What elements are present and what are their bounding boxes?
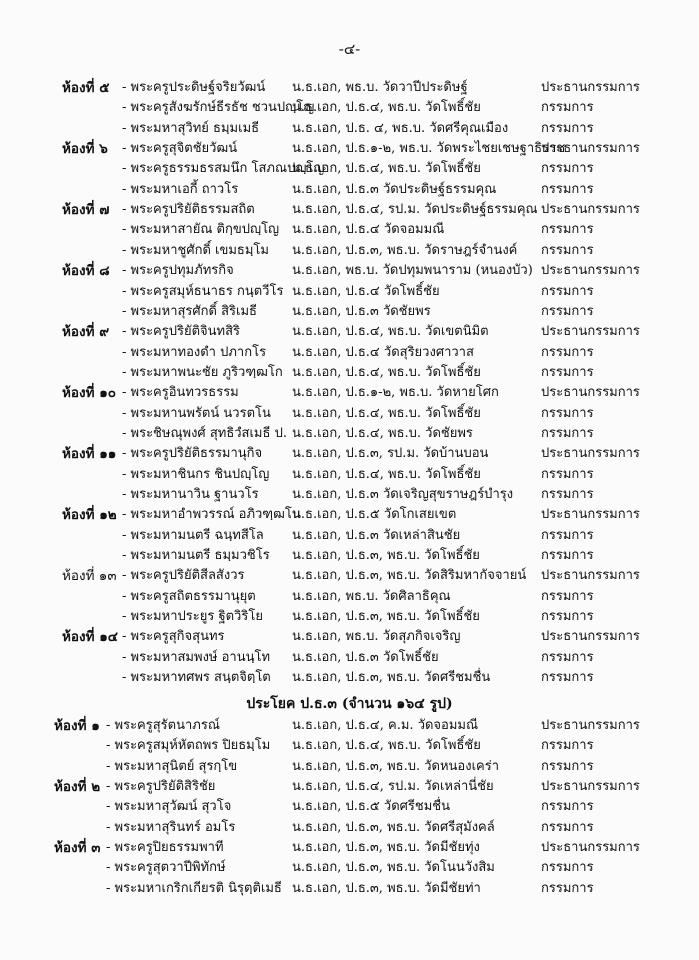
member-name: - พระครูประดิษฐ์จริยวัฒน์ bbox=[122, 80, 266, 95]
member-role: กรรมการ bbox=[541, 609, 594, 625]
member-role: ประธานกรรมการ bbox=[541, 568, 640, 584]
member-name: - พระครูอินทวรธรรม bbox=[122, 385, 239, 401]
section-heading: ประโยค ป.ธ.๓ (จำนวน ๑๖๔ รูป) bbox=[246, 696, 453, 712]
member-role: กรรมการ bbox=[541, 548, 594, 564]
member-name: - พระมหาสายัณ ติกฺขปญฺโญ bbox=[122, 222, 280, 238]
member-name: - พระมหาทศพร สนฺตจิตฺโต bbox=[122, 670, 271, 686]
member-name: - พระมหาเกริกเกียรติ นิรุตฺติเมธี bbox=[106, 880, 282, 896]
member-name: - พระมหาทองดำ ปภากโร bbox=[122, 344, 267, 360]
member-qualification-temple: น.ธ.เอก, ป.ธ.๓, พธ.บ. วัดโนนวังสิม bbox=[292, 860, 495, 876]
member-name: - พระมหาสุรินทร์ อมโร bbox=[106, 819, 236, 835]
member-role: กรรมการ bbox=[541, 344, 594, 360]
member-role: กรรมการ bbox=[541, 487, 594, 502]
room-label: ห้องที่ ๑๓ bbox=[62, 568, 117, 585]
room-label: ห้องที่ ๑๐ bbox=[62, 385, 117, 402]
member-role: กรรมการ bbox=[541, 588, 594, 604]
member-role: กรรมการ bbox=[541, 670, 594, 686]
member-qualification-temple: น.ธ.เอก, ป.ธ.๓ วัดเจริญสุขราษฎร์บำรุง bbox=[292, 487, 514, 502]
room-label: ห้องที่ ๖ bbox=[62, 141, 108, 158]
member-role: กรรมการ bbox=[541, 466, 594, 482]
member-name: - พระครูปริยัติธรรมานุกิจ bbox=[122, 446, 263, 462]
member-role: กรรมการ bbox=[541, 799, 594, 815]
member-qualification-temple: น.ธ.เอก, ป.ธ.๔, พธ.บ. วัดโพธิ์ชัย bbox=[292, 100, 481, 116]
member-qualification-temple: น.ธ.เอก, ป.ธ.๔, พธ.บ. วัดโพธิ์ชัย bbox=[292, 466, 481, 482]
member-qualification-temple: น.ธ.เอก, ป.ธ.๓, พธ.บ. วัดโพธิ์ชัย bbox=[292, 548, 480, 564]
member-role: ประธานกรรมการ bbox=[541, 629, 640, 645]
member-name: - พระครูสุกิจสุนทร bbox=[122, 629, 225, 645]
room-label: ห้องที่ ๒ bbox=[54, 779, 101, 796]
member-qualification-temple: น.ธ.เอก, ป.ธ.๓, รป.ม. วัดบ้านบอน bbox=[292, 446, 489, 462]
member-role: กรรมการ bbox=[541, 649, 594, 665]
member-qualification-temple: น.ธ.เอก, พธ.บ. วัดสุภกิจเจริญ bbox=[292, 629, 461, 645]
member-role: ประธานกรรมการ bbox=[541, 779, 640, 795]
member-qualification-temple: น.ธ.เอก, ป.ธ.๓, พธ.บ. วัดสิริมหากัจจายน์ bbox=[292, 568, 527, 584]
member-role: กรรมการ bbox=[541, 303, 594, 319]
member-qualification-temple: น.ธ.เอก, ป.ธ.๔, พธ.บ. วัดโพธิ์ชัย bbox=[292, 405, 481, 421]
member-name: - พระมหาสุวัฒน์ สุวโจ bbox=[106, 799, 232, 815]
member-role: กรรมการ bbox=[541, 120, 594, 136]
member-qualification-temple: น.ธ.เอก, ป.ธ.๑-๒, พธ.บ. วัดพระไชยเชษฐาธิราช bbox=[292, 141, 566, 157]
member-role: ประธานกรรมการ bbox=[541, 840, 640, 856]
member-qualification-temple: น.ธ.เอก, ป.ธ.๓ วัดประดิษฐ์ธรรมคุณ bbox=[292, 181, 497, 197]
member-role: ประธานกรรมการ bbox=[541, 324, 640, 340]
room-label: ห้องที่ ๑๒ bbox=[62, 507, 117, 524]
member-name: - พระมหาสุรศักดิ์ สิริเมธี bbox=[122, 303, 257, 319]
member-role: กรรมการ bbox=[541, 181, 594, 197]
member-role: กรรมการ bbox=[541, 222, 594, 238]
member-qualification-temple: น.ธ.เอก, ป.ธ.๓, พธ.บ. วัดมีชัยท่า bbox=[292, 880, 481, 896]
member-qualification-temple: น.ธ.เอก, ป.ธ.๔, พธ.บ. วัดเขตนิมิต bbox=[292, 324, 489, 340]
member-qualification-temple: น.ธ.เอก, ป.ธ.๔, รป.ม. วัดเหล่านี่ชัย bbox=[292, 779, 494, 795]
member-name: - พระครูสมุห์ธนาธร กนฺตวีโร bbox=[122, 283, 284, 299]
member-qualification-temple: น.ธ.เอก, ป.ธ.๓, พธ.บ. วัดหนองเคร่า bbox=[292, 758, 500, 774]
member-name: - พระมหาสมพงษ์ อานนฺโท bbox=[122, 649, 271, 665]
member-qualification-temple: น.ธ.เอก, ป.ธ.๕ วัดโกเสยเขต bbox=[292, 507, 457, 523]
member-qualification-temple: น.ธ.เอก, ป.ธ.๔ วัดสุริยวงศาวาส bbox=[292, 344, 474, 360]
member-name: - พระครูปิยธรรมพาที bbox=[106, 840, 224, 856]
member-qualification-temple: น.ธ.เอก, ป.ธ.๓, พธ.บ. วัดมีชัยทุ่ง bbox=[292, 840, 480, 856]
member-role: กรรมการ bbox=[541, 405, 594, 421]
member-name: - พระมหาสุวิทย์ ธมฺมเมธี bbox=[122, 120, 260, 136]
room-label: ห้องที่ ๑๑ bbox=[62, 446, 117, 463]
member-name: - พระมหาพนะชัย ภูริวฑฺฒโก bbox=[122, 364, 283, 380]
member-role: กรรมการ bbox=[541, 425, 594, 441]
member-name: - พระมหาประยูร ฐิตวิริโย bbox=[122, 609, 263, 625]
member-name: - พระครูสถิตธรรมานุยุต bbox=[122, 588, 256, 604]
room-label: ห้องที่ ๘ bbox=[62, 263, 110, 280]
member-name: - พระครูสังฆรักษ์ธีรธัช ชวนปญฺโญ bbox=[122, 100, 315, 116]
member-role: กรรมการ bbox=[541, 819, 594, 835]
member-role: ประธานกรรมการ bbox=[541, 718, 640, 733]
member-role: กรรมการ bbox=[541, 283, 594, 299]
member-name: - พระมหาชินกร ชินปญฺโญ bbox=[122, 466, 270, 482]
member-qualification-temple: น.ธ.เอก, ป.ธ.๓ วัดโพธิ์ชัย bbox=[292, 649, 439, 665]
member-role: ประธานกรรมการ bbox=[541, 507, 640, 523]
member-name: - พระครูสุจิตชัยวัฒน์ bbox=[122, 141, 238, 157]
member-role: ประธานกรรมการ bbox=[541, 141, 640, 157]
member-qualification-temple: น.ธ.เอก, ป.ธ.๕ วัดศรีชมชื่น bbox=[292, 799, 450, 815]
member-qualification-temple: น.ธ.เอก, ป.ธ.๓, พธ.บ. วัดราษฎร์จำนงค์ bbox=[292, 242, 518, 258]
room-label: ห้องที่ ๕ bbox=[62, 80, 110, 96]
member-qualification-temple: น.ธ.เอก, ป.ธ.๔, พธ.บ. วัดโพธิ์ชัย bbox=[292, 738, 481, 754]
member-role: ประธานกรรมการ bbox=[541, 80, 640, 95]
member-name: - พระครูสุรัตนาภรณ์ bbox=[106, 718, 220, 733]
member-role: กรรมการ bbox=[541, 364, 594, 380]
room-label: ห้องที่ ๓ bbox=[54, 840, 101, 857]
page-number: -๔- bbox=[338, 40, 361, 58]
member-name: - พระครูสมุห์หัตถพร ปิยธมฺโม bbox=[106, 738, 271, 754]
member-qualification-temple: น.ธ.เอก, ป.ธ.๔ วัดจอมมณี bbox=[292, 222, 445, 238]
member-name: - พระมหาสุนิตย์ สุรกฺโข bbox=[106, 758, 238, 774]
member-qualification-temple: น.ธ.เอก, ป.ธ.๔, รป.ม. วัดประดิษฐ์ธรรมคุณ bbox=[292, 202, 538, 218]
member-name: - พระครูธรรมธรสมนึก โสภณปญฺโญ bbox=[122, 161, 325, 177]
room-label: ห้องที่ ๑ bbox=[54, 718, 100, 734]
member-name: - พระมหาอำพวรรณ์ อภิวฑฺฒโน bbox=[122, 507, 301, 523]
member-role: ประธานกรรมการ bbox=[541, 385, 640, 401]
member-name: - พระมหานพรัตน์ นวรตโน bbox=[122, 405, 271, 421]
member-role: กรรมการ bbox=[541, 161, 594, 177]
member-name: - พระชิษณุพงศ์ สุทธิวํสเมธี ป. bbox=[122, 425, 287, 441]
member-qualification-temple: น.ธ.เอก, ป.ธ.๓ วัดเหล่าสินชัย bbox=[292, 527, 461, 543]
room-label: ห้องที่ ๑๔ bbox=[62, 629, 118, 646]
member-qualification-temple: น.ธ.เอก, ป.ธ.๓, พธ.บ. วัดโพธิ์ชัย bbox=[292, 609, 480, 625]
member-qualification-temple: น.ธ.เอก, ป.ธ.๔, ค.ม. วัดจอมมณี bbox=[292, 718, 479, 733]
member-name: - พระมหามนตรี ฉนฺทสีโล bbox=[122, 527, 264, 543]
member-qualification-temple: น.ธ.เอก, พธ.บ. วัดวาปีประดิษฐ์ bbox=[292, 80, 468, 95]
member-role: ประธานกรรมการ bbox=[541, 263, 640, 279]
member-qualification-temple: น.ธ.เอก, พธ.บ. วัดศิลาธิคุณ bbox=[292, 588, 451, 604]
member-name: - พระมหานาวิน ฐานวโร bbox=[122, 487, 259, 502]
member-name: - พระครูปริยัติธรรมสถิต bbox=[122, 202, 255, 218]
member-qualification-temple: น.ธ.เอก, ป.ธ.๔, พธ.บ. วัดชัยพร bbox=[292, 425, 473, 441]
member-qualification-temple: น.ธ.เอก, ป.ธ.๓ วัดชัยพร bbox=[292, 303, 431, 319]
room-label: ห้องที่ ๙ bbox=[62, 324, 110, 341]
member-qualification-temple: น.ธ.เอก, ป.ธ.๑-๒, พธ.บ. วัดหายโศก bbox=[292, 385, 499, 401]
member-role: กรรมการ bbox=[541, 758, 594, 774]
member-qualification-temple: น.ธ.เอก, ป.ธ.๔ วัดโพธิ์ชัย bbox=[292, 283, 440, 299]
member-qualification-temple: น.ธ.เอก, พธ.บ. วัดปทุมพนาราม (หนองบัว) bbox=[292, 263, 533, 279]
member-qualification-temple: น.ธ.เอก, ป.ธ.๓, พธ.บ. วัดศรีสุมังคล์ bbox=[292, 819, 495, 835]
member-name: - พระครูปทุมภัทรกิจ bbox=[122, 263, 234, 279]
member-name: - พระครูสุตวาปีพิทักษ์ bbox=[106, 860, 226, 876]
member-qualification-temple: น.ธ.เอก, ป.ธ.๓, พธ.บ. วัดศรีชมชื่น bbox=[292, 670, 491, 686]
member-name: - พระครูปริยัติสิริชัย bbox=[106, 779, 216, 795]
member-role: ประธานกรรมการ bbox=[541, 446, 640, 462]
member-qualification-temple: น.ธ.เอก, ป.ธ. ๔, พธ.บ. วัดศรีคุณเมือง bbox=[292, 120, 509, 136]
member-role: กรรมการ bbox=[541, 738, 594, 754]
member-name: - พระครูปริยัติสีลสังวร bbox=[122, 568, 245, 584]
member-role: กรรมการ bbox=[541, 100, 594, 116]
member-name: - พระมหามนตรี ธมฺมวชิโร bbox=[122, 548, 270, 564]
member-role: กรรมการ bbox=[541, 242, 594, 258]
room-label: ห้องที่ ๗ bbox=[62, 202, 110, 219]
member-role: กรรมการ bbox=[541, 880, 594, 896]
member-qualification-temple: น.ธ.เอก, ป.ธ.๔, พธ.บ. วัดโพธิ์ชัย bbox=[292, 161, 481, 177]
member-qualification-temple: น.ธ.เอก, ป.ธ.๔, พธ.บ. วัดโพธิ์ชัย bbox=[292, 364, 481, 380]
member-name: - พระมหาชูศักดิ์ เขมธมฺโม bbox=[122, 242, 269, 258]
member-role: กรรมการ bbox=[541, 860, 594, 876]
member-role: ประธานกรรมการ bbox=[541, 202, 640, 218]
member-role: กรรมการ bbox=[541, 527, 594, 543]
member-name: - พระมหาเอกี้ ถาวโร bbox=[122, 181, 239, 197]
member-name: - พระครูปริยัติจินทสิริ bbox=[122, 324, 241, 340]
